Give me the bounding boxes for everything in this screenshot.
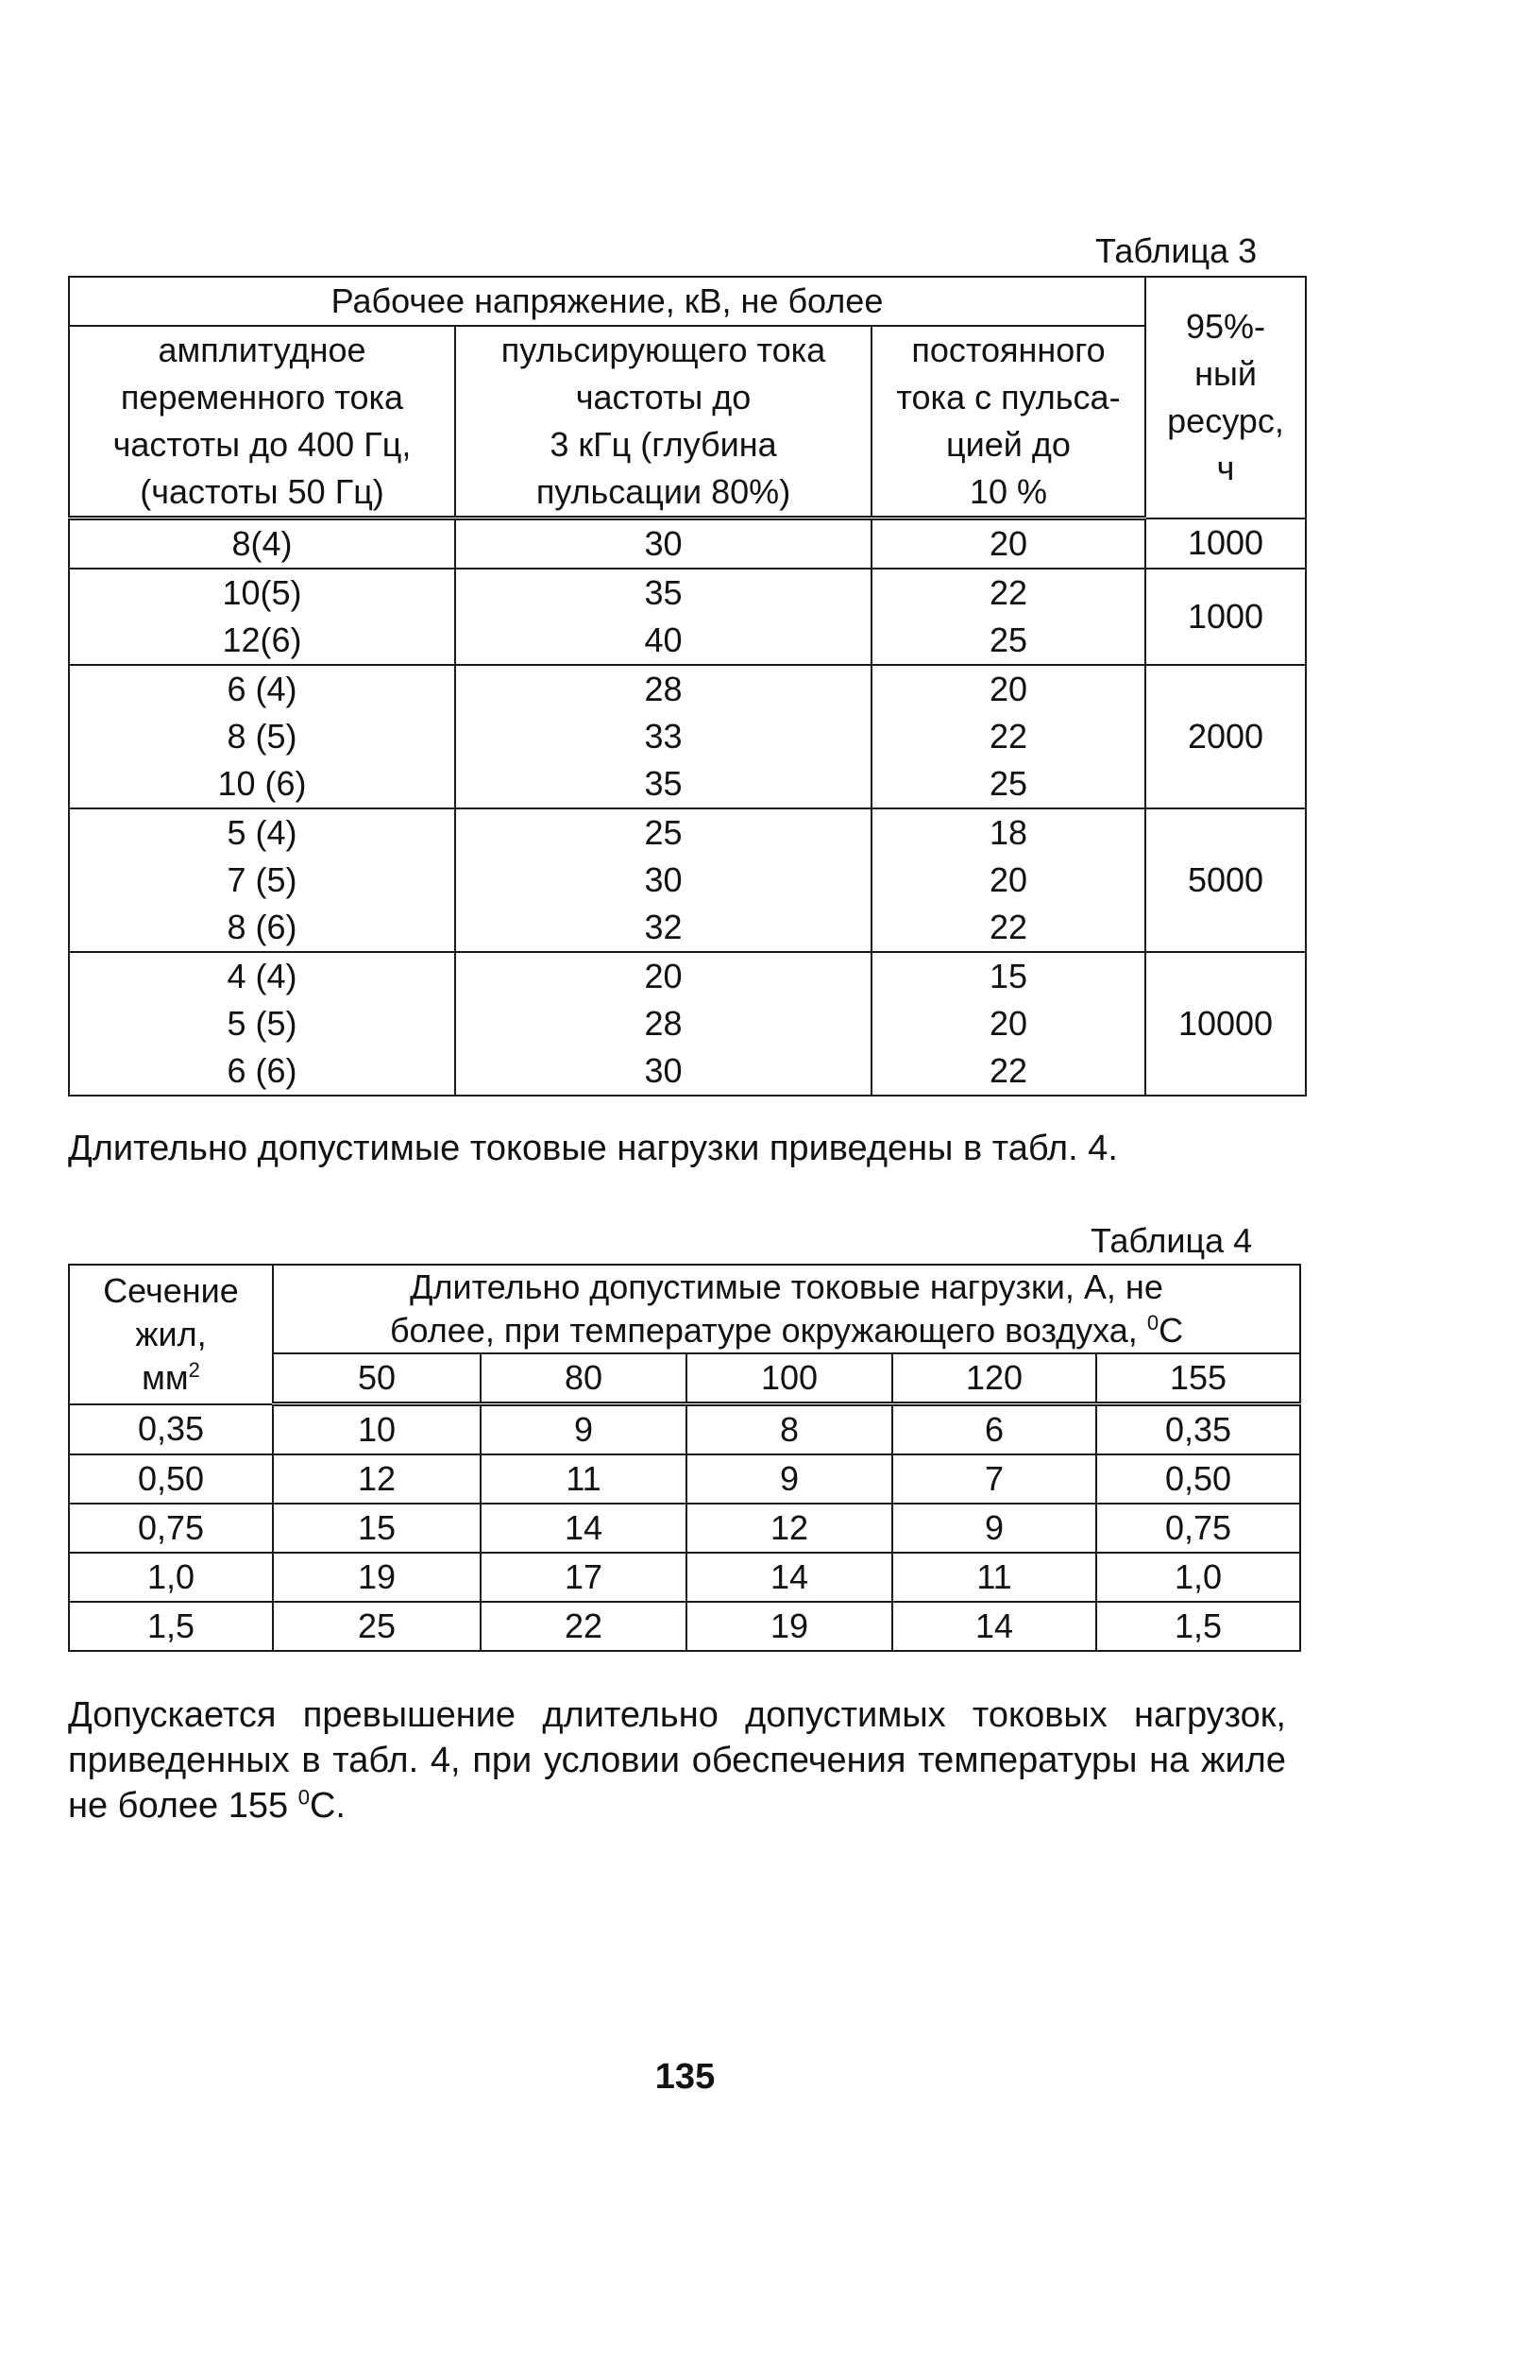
table-row: 1,5 25 22 19 14 1,5 <box>69 1602 1300 1651</box>
t3-col-ac-header: амплитудное переменного тока частоты до 400 Гц, (частоты 50 Гц) <box>69 326 455 518</box>
t4-section-header: Сечение жил, $мм^2$ <box>69 1265 273 1404</box>
t4-load-header: Длительно допустимые токовые нагрузки, А, не более, при температуре окружающего воздуха, $^0$С <box>273 1265 1300 1353</box>
t3-resource-header: 95%- ный ресурс, ч <box>1145 277 1306 518</box>
t3-group-row: 8(4) 30 20 1000 <box>69 518 1306 570</box>
paragraph-table4-reference: Длительно допустимые токовые нагрузки приведены в табл. 4. <box>68 1129 1118 1168</box>
table-3 <box>68 276 1307 1096</box>
t3-group-row: 4 (4) 5 (5) 6 (6) 20 28 30 15 20 22 10000 <box>69 952 1306 1096</box>
page-number: 135 <box>654 2057 716 2097</box>
paragraph-overload-note: Допускается превышение длительно допустимых токовых нагрузок, приведенных в табл. 4, при условии обеспечения температуры на жиле не более 155 $^0$С. <box>68 1695 1286 1826</box>
t3-group-header: Рабочее напряжение, кВ, не более <box>69 277 1145 326</box>
t3-col-dc-header: постоянного тока с пульса- цией до 10 % <box>872 326 1145 518</box>
table-row: 0,50 12 11 9 7 0,50 <box>69 1454 1300 1504</box>
t3-group-row: 10(5) 12(6) 35 40 22 25 1000 <box>69 569 1306 665</box>
t4-temperature-row: 50 80 100 120 155 <box>69 1353 1300 1404</box>
table-4 <box>68 1264 1301 1652</box>
table4-caption: Таблица 4 <box>1091 1221 1253 1260</box>
t3-group-row: 5 (4) 7 (5) 8 (6) 25 30 32 18 20 22 5000 <box>69 808 1306 952</box>
t3-group-row: 6 (4) 8 (5) 10 (6) 28 33 35 20 22 25 2000 <box>69 665 1306 808</box>
table-row: 0,35 10 9 8 6 0,35 <box>69 1404 1300 1455</box>
table-row: 1,0 19 17 14 11 1,0 <box>69 1553 1300 1602</box>
table-row: 0,75 15 14 12 9 0,75 <box>69 1504 1300 1553</box>
table3-caption: Таблица 3 <box>1095 231 1258 270</box>
t3-col-pulse-header: пульсирующего тока частоты до 3 кГц (глубина пульсации 80%) <box>455 326 872 518</box>
